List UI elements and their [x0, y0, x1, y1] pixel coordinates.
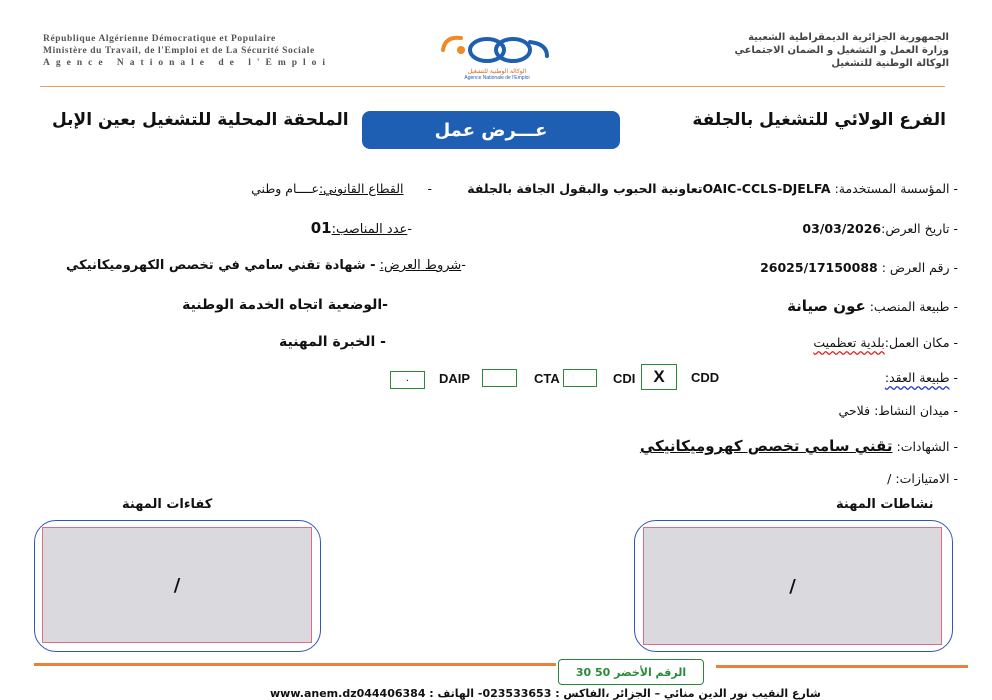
positions-value: 01 — [310, 219, 332, 237]
activities-value: / — [643, 527, 942, 645]
legal-sector-label: القطاع القانوني: — [318, 181, 404, 196]
branch-left: الملحقة المحلية للتشغيل بعين الإبل — [52, 110, 349, 130]
skills-box — [34, 520, 321, 652]
privileges-row: - الامتيازات: / — [887, 471, 958, 486]
offer-no-label: رقم العرض : — [881, 260, 950, 275]
header-divider — [40, 86, 945, 87]
workplace-value: بلدية تعظميت — [813, 335, 885, 350]
contract-cdd-label: CDD — [691, 370, 720, 385]
header-ar-line3: الوكالة الوطنية للتشغيل — [831, 58, 949, 69]
positions-row — [311, 219, 412, 237]
activity-row: - ميدان النشاط: فلاحي — [838, 403, 958, 418]
privileges-label: الامتيازات: — [895, 471, 950, 486]
conditions-dash: - — [461, 258, 466, 273]
positions-dash: - — [407, 222, 412, 237]
anem-logo-icon — [435, 30, 559, 70]
privileges-value: / — [887, 471, 892, 486]
conditions-value: - شهادة تقني سامي في تخصص الكهروميكانيكي — [66, 258, 376, 273]
header-ar-line2: وزارة العمل و التشغيل و الضمان الاجتماعي — [734, 45, 949, 56]
header-fr-line3: Agence Nationale de l'Emploi — [43, 58, 332, 68]
footer-contact: www.anem.dz044406384 : شارع النقيب نور الدين منائي – الجزائر ،الفاكس : 023533653- الهاتف — [270, 687, 821, 700]
contract-row: - طبيعة العقد: — [884, 370, 958, 385]
military-status: -الوضعية اتجاه الخدمة الوطنية — [182, 297, 388, 313]
workplace-label: مكان العمل: — [884, 335, 950, 350]
branch-right: الفرع الولائي للتشغيل بالجلفة — [692, 110, 946, 130]
logo-fr-text: Agence Nationale de l'Emploi — [464, 75, 530, 81]
contract-cdd-checkbox[interactable]: X — [641, 364, 677, 390]
offer-no-value: 26025/17150088 — [760, 260, 878, 275]
date-label: تاريخ العرض: — [881, 221, 950, 236]
positions-label: عدد المناصب: — [331, 222, 408, 237]
green-number-badge: الرقم الأخضر 50 30 — [558, 659, 704, 685]
activities-title: نشاطات المهنة — [836, 497, 934, 512]
diplomas-value: تقني سامي تخصص كهروميكانيكي — [639, 437, 893, 455]
contract-cta-checkbox[interactable] — [482, 369, 517, 387]
diplomas-row: - الشهادات: تقني سامي تخصص كهروميكانيكي — [639, 437, 958, 455]
contract-label: طبيعة العقد: — [884, 370, 950, 385]
anem-logo — [435, 30, 559, 82]
conditions-row — [66, 258, 466, 273]
diplomas-label: الشهادات: — [896, 439, 950, 454]
employer-label: المؤسسة المستخدمة: — [834, 181, 950, 196]
legal-sector-dash: - — [427, 181, 432, 196]
activity-label: ميدان النشاط: — [874, 403, 950, 418]
date-row: - تاريخ العرض:03/03/2026 — [802, 221, 958, 236]
contract-cta-label: CTA — [534, 371, 560, 386]
offer-no-row: - رقم العرض : 26025/17150088 — [760, 260, 958, 275]
conditions-label: شروط العرض: — [379, 258, 462, 273]
activity-value: فلاحي — [838, 403, 871, 418]
experience: - الخبرة المهنية — [279, 334, 386, 350]
header-fr-line1: République Algérienne Démocratique et Populaire — [43, 34, 276, 44]
footer-line-left — [34, 663, 556, 666]
date-value: 03/03/2026 — [802, 221, 882, 236]
post-nature-value: عون صيانة — [787, 297, 866, 315]
workplace-row: - مكان العمل:بلدية تعظميت — [813, 335, 958, 350]
skills-value: / — [42, 527, 312, 643]
post-nature-row: - طبيعة المنصب: عون صيانة — [787, 297, 958, 315]
legal-sector-row — [251, 181, 432, 196]
page-title: عـــرض عمل — [434, 119, 548, 141]
header-fr-line2: Ministère du Travail, de l'Emploi et de La Sécurité Sociale — [43, 46, 315, 56]
legal-sector-value: عــــام وطني — [251, 181, 319, 196]
contract-cdi-checkbox[interactable] — [563, 369, 597, 387]
employer-row: - المؤسسة المستخدمة: OAIC-CCLS-DJELFAتعاونية الحبوب والبقول الجافة بالجلفة — [467, 181, 958, 196]
header-ar-line1: الجمهورية الجزائرية الديمقراطية الشعبية — [748, 32, 949, 43]
footer-line-right — [716, 665, 968, 668]
post-nature-label: طبيعة المنصب: — [869, 299, 950, 314]
title-banner — [362, 111, 620, 149]
contract-daip-checkbox[interactable]: . — [390, 371, 425, 389]
skills-title: كفاءات المهنة — [122, 497, 213, 512]
activities-box — [634, 520, 953, 652]
logo-ar-text: الوكالة الوطنية للتشغيل — [467, 68, 527, 75]
contract-cdi-label: CDI — [613, 371, 636, 386]
contract-daip-label: DAIP — [439, 371, 471, 386]
employer-value: OAIC-CCLS-DJELFAتعاونية الحبوب والبقول الجافة بالجلفة — [467, 181, 831, 196]
